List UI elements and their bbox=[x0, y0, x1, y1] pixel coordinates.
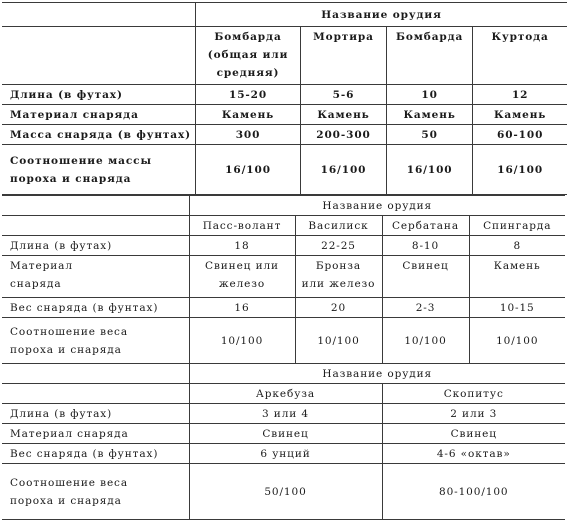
cell-value: Камень bbox=[301, 105, 387, 125]
row-label bbox=[2, 256, 189, 298]
row-label-line: пороха и снаряда bbox=[10, 343, 122, 356]
gun-name-line: Бомбарда bbox=[214, 31, 282, 43]
row-label-line: пороха и снаряда bbox=[10, 494, 122, 507]
cell-value: 10/100 bbox=[295, 318, 382, 364]
gun-name: Спингарда bbox=[469, 216, 565, 236]
cell-value: 4-6 «октав» bbox=[382, 444, 565, 464]
cell-value: 20 bbox=[295, 298, 382, 318]
cell-value: Камень bbox=[386, 105, 472, 125]
row-label-line: Материал bbox=[10, 260, 73, 272]
cell-value: Камень bbox=[196, 105, 301, 125]
cell-value: 2 или 3 bbox=[382, 404, 565, 424]
cell-value: 16/100 bbox=[473, 145, 567, 195]
table-row bbox=[2, 464, 565, 520]
table-row bbox=[2, 444, 565, 464]
cell-value: 16/100 bbox=[301, 145, 387, 195]
cell-value: 10/100 bbox=[469, 318, 565, 364]
table-block-2 bbox=[2, 195, 565, 364]
cell-value: Камень bbox=[473, 105, 567, 125]
cell-value: 10/100 bbox=[382, 318, 469, 364]
table-row bbox=[2, 298, 565, 318]
cell-value: 10-15 bbox=[469, 298, 565, 318]
row-label: Масса снаряда (в фунтах) bbox=[2, 125, 196, 145]
row-label-line: Соотношение веса bbox=[10, 325, 128, 338]
cell-value: 6 унций bbox=[189, 444, 382, 464]
gun-name-line: (общая или bbox=[207, 49, 289, 61]
cell-value: 5-6 bbox=[301, 85, 387, 105]
row-label-line: снаряда bbox=[10, 278, 62, 290]
table-row bbox=[2, 318, 565, 364]
table-block-3 bbox=[2, 363, 565, 520]
gun-name: Куртода bbox=[473, 27, 567, 85]
cell-value: 16 bbox=[189, 298, 295, 318]
gun-name: Пасс-волант bbox=[189, 216, 295, 236]
gun-name bbox=[196, 27, 301, 85]
header-blank bbox=[2, 364, 189, 384]
row-label: Вес снаряда (в фунтах) bbox=[2, 298, 189, 318]
cell-value bbox=[295, 256, 382, 298]
cell-value: 3 или 4 bbox=[189, 404, 382, 424]
cell-value: 10/100 bbox=[189, 318, 295, 364]
header-blank bbox=[2, 27, 196, 85]
cell-value: 18 bbox=[189, 236, 295, 256]
table-row bbox=[2, 256, 565, 298]
row-label-line: Соотношение массы bbox=[10, 154, 152, 167]
cell-value: 12 bbox=[473, 85, 567, 105]
gun-name: Скопитус bbox=[382, 384, 565, 404]
table-row bbox=[2, 404, 565, 424]
row-label: Длина (в футах) bbox=[2, 236, 189, 256]
header-blank bbox=[2, 216, 189, 236]
cell-value: 60-100 bbox=[473, 125, 567, 145]
cell-value: 16/100 bbox=[196, 145, 301, 195]
cell-value: 200-300 bbox=[301, 125, 387, 145]
row-label bbox=[2, 318, 189, 364]
row-label: Материал снаряда bbox=[2, 424, 189, 444]
cell-value: 15-20 bbox=[196, 85, 301, 105]
gun-name-line: средняя) bbox=[216, 67, 280, 79]
table-row bbox=[2, 424, 565, 444]
row-label-line: Соотношение веса bbox=[10, 476, 128, 489]
cell-value: 8 bbox=[469, 236, 565, 256]
cell-line: Бронза bbox=[315, 260, 362, 272]
row-label: Длина (в футах) bbox=[2, 85, 196, 105]
table-row bbox=[2, 145, 567, 195]
cell-value: 8-10 bbox=[382, 236, 469, 256]
group-title: Название орудия bbox=[189, 196, 565, 216]
header-blank bbox=[2, 196, 189, 216]
row-label bbox=[2, 464, 189, 520]
cell-value: 80-100/100 bbox=[382, 464, 565, 520]
cell-value: 50 bbox=[386, 125, 472, 145]
table-row bbox=[2, 85, 567, 105]
cell-value: 2-3 bbox=[382, 298, 469, 318]
cell-line: или железо bbox=[301, 278, 376, 290]
cell-value bbox=[189, 256, 295, 298]
group-title: Название орудия bbox=[196, 3, 567, 27]
table-row bbox=[2, 105, 567, 125]
cell-value: 10 bbox=[386, 85, 472, 105]
row-label: Длина (в футах) bbox=[2, 404, 189, 424]
cell-value: 16/100 bbox=[386, 145, 472, 195]
row-label: Вес снаряда (в фунтах) bbox=[2, 444, 189, 464]
cell-value: Свинец bbox=[382, 256, 469, 298]
gun-name: Сербатана bbox=[382, 216, 469, 236]
gun-name: Мортира bbox=[301, 27, 387, 85]
cell-value: 22-25 bbox=[295, 236, 382, 256]
gun-name: Бомбарда bbox=[386, 27, 472, 85]
row-label-line: пороха и снаряда bbox=[10, 172, 132, 185]
header-blank bbox=[2, 384, 189, 404]
cell-value: Свинец bbox=[382, 424, 565, 444]
cell-line: железо bbox=[218, 278, 266, 290]
row-label: Материал снаряда bbox=[2, 105, 196, 125]
gun-name: Аркебуза bbox=[189, 384, 382, 404]
table-block-1 bbox=[2, 2, 567, 195]
cell-value: Камень bbox=[469, 256, 565, 298]
cell-line: Свинец или bbox=[205, 260, 279, 272]
header-blank bbox=[2, 3, 196, 27]
table-row bbox=[2, 236, 565, 256]
table-row bbox=[2, 125, 567, 145]
gun-name: Василиск bbox=[295, 216, 382, 236]
group-title: Название орудия bbox=[189, 364, 565, 384]
cell-value: Свинец bbox=[189, 424, 382, 444]
cell-value: 50/100 bbox=[189, 464, 382, 520]
row-label bbox=[2, 145, 196, 195]
cell-value: 300 bbox=[196, 125, 301, 145]
